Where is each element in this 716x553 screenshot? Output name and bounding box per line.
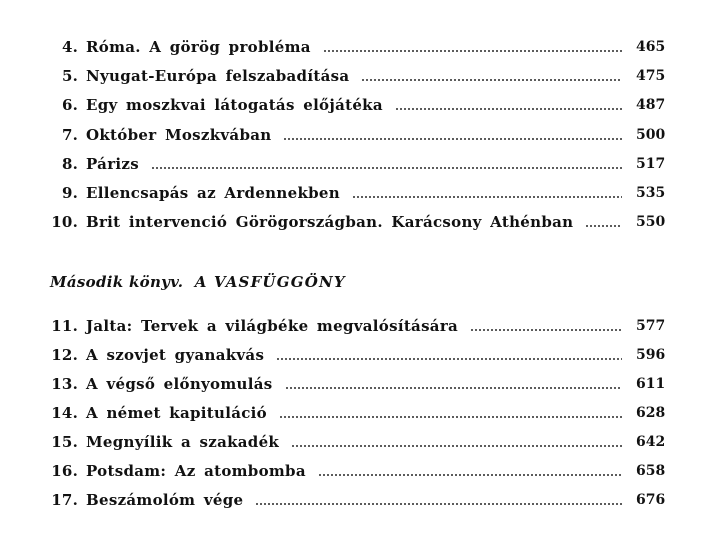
dot-leader: [470, 329, 622, 331]
page-number: 611: [636, 376, 666, 392]
chapter-number: 8.: [61, 154, 78, 173]
page-number: 642: [636, 434, 666, 450]
chapter-title: Október Moszkvában: [86, 125, 272, 144]
chapter-title: Potsdam: Az atombomba: [86, 462, 306, 480]
dot-leader: [285, 387, 622, 389]
toc-entry: [0, 152, 716, 176]
toc-entry: [0, 93, 716, 117]
toc-entry: [0, 343, 716, 367]
dot-leader: [279, 416, 622, 418]
chapter-number: 17.: [51, 491, 78, 509]
toc-entry: [0, 35, 716, 59]
chapter-title: A végső előnyomulás: [86, 375, 273, 393]
dot-leader: [395, 108, 622, 110]
dot-leader: [291, 445, 622, 447]
chapter-number: 14.: [51, 404, 78, 422]
toc-entry: [0, 372, 716, 396]
chapter-title: A szovjet gyanakvás: [86, 346, 265, 364]
toc-entry: [0, 64, 716, 88]
chapter-number: 5.: [61, 67, 78, 86]
page-number: 465: [636, 39, 666, 55]
chapter-title: Brit intervenció Görögországban. Karácsony Athénban: [86, 213, 574, 232]
dot-leader: [283, 138, 622, 140]
page-number: 475: [636, 68, 666, 85]
book-name: Második könyv.: [50, 273, 184, 291]
page-number: 658: [636, 463, 666, 479]
page-number: 500: [636, 126, 666, 143]
chapter-title: Párizs: [86, 154, 139, 173]
chapter-number: 7.: [61, 125, 78, 144]
chapter-number: 6.: [61, 96, 78, 115]
page-number: 628: [636, 405, 666, 421]
toc-entry: [0, 459, 716, 483]
page-number: 596: [636, 347, 666, 363]
toc-entry: [0, 488, 716, 512]
chapter-title: A német kapituláció: [86, 404, 267, 422]
chapter-title: Ellencsapás az Ardennekben: [86, 184, 340, 202]
page-number: 550: [636, 214, 666, 231]
dot-leader: [151, 167, 622, 169]
dot-leader: [276, 358, 622, 360]
chapter-number: 12.: [51, 346, 78, 364]
book-title: A VASFÜGGÖNY: [194, 273, 346, 291]
chapter-title: Jalta: Tervek a világbéke megvalósítására: [86, 317, 459, 335]
chapter-number: 15.: [51, 433, 78, 451]
dot-leader: [361, 79, 622, 81]
chapter-number: 11.: [51, 317, 78, 335]
dot-leader: [318, 474, 622, 476]
chapter-title: Nyugat-Európa felszabadítása: [86, 67, 350, 86]
chapter-title: Róma. A görög probléma: [86, 38, 311, 56]
chapter-number: 10.: [51, 213, 78, 232]
toc-entry: [0, 430, 716, 454]
chapter-title: Egy moszkvai látogatás előjátéka: [86, 96, 383, 115]
chapter-title: Megnyílik a szakadék: [86, 433, 280, 451]
page-number: 535: [636, 185, 666, 201]
chapter-number: 4.: [61, 38, 78, 56]
toc-entry: [0, 210, 716, 234]
chapter-number: 13.: [51, 375, 78, 393]
dot-leader: [352, 196, 622, 198]
chapter-title: Beszámolóm vége: [86, 491, 244, 509]
page-number: 517: [636, 155, 666, 172]
toc-entry: [0, 314, 716, 338]
toc-entry: [0, 123, 716, 147]
toc-entry: [0, 401, 716, 425]
dot-leader: [585, 225, 622, 227]
page-number: 577: [636, 318, 666, 334]
page-number: 676: [636, 492, 666, 508]
dot-leader: [255, 503, 622, 505]
chapter-number: 16.: [51, 462, 78, 480]
section-heading: [50, 273, 346, 291]
toc-entry: [0, 181, 716, 205]
chapter-number: 9.: [61, 184, 78, 202]
dot-leader: [323, 50, 622, 52]
page-number: 487: [636, 97, 666, 114]
